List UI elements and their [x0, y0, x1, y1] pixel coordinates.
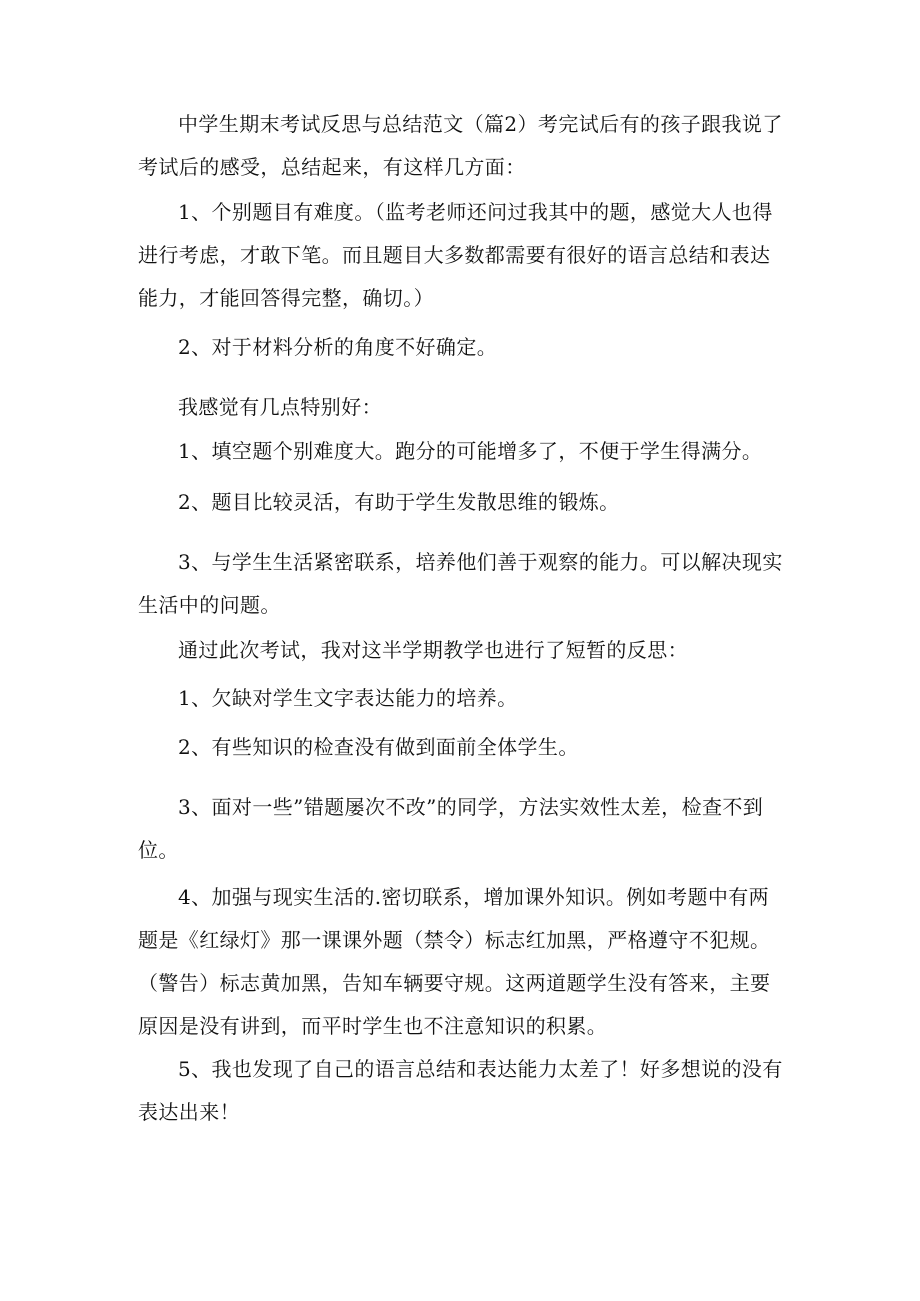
- paragraph-good-points-heading: 我感觉有几点特别好：: [178, 395, 382, 419]
- paragraph-difficulty-item-2: 2、对于材料分析的角度不好确定。: [178, 335, 498, 359]
- paragraph-reflection-heading: 通过此次考试，我对这半学期教学也进行了短暂的反思：: [178, 638, 688, 662]
- paragraph-difficulty-item-1: 1、个别题目有难度。（监考老师还问过我其中的题，感觉大人也得进行考虑，才敢下笔。而且题目大多数都需要有很好的语言总结和表达能力，才能回答得完整，确切。）: [138, 200, 773, 310]
- paragraph-reflection-1: 1、欠缺对学生文字表达能力的培养。: [178, 686, 518, 710]
- paragraph-good-point-3: 3、与学生生活紧密联系，培养他们善于观察的能力。可以解决现实生活中的问题。: [138, 550, 783, 617]
- paragraph-reflection-5: 5、我也发现了自己的语言总结和表达能力太差了！好多想说的没有表达出来！: [138, 1057, 783, 1124]
- paragraph-good-point-2: 2、题目比较灵活，有助于学生发散思维的锻炼。: [178, 490, 620, 514]
- paragraph-reflection-2: 2、有些知识的检查没有做到面前全体学生。: [178, 735, 579, 759]
- paragraph-reflection-4: 4、加强与现实生活的.密切联系，增加课外知识。例如考题中有两题是《红绿灯》那一课课外题（禁令）标志红加黑，严格遵守不犯规。（警告）标志黄加黑，告知车辆要守规。这两道题学生没有答来，主要原因是没有讲到，而平时学生也不注意知识的积累。: [138, 885, 771, 1038]
- paragraph-reflection-3: 3、面对一些”错题屡次不改”的同学，方法实效性太差，检查不到位。: [138, 795, 764, 862]
- paragraph-good-point-1: 1、填空题个别难度大。跑分的可能增多了，不便于学生得满分。: [178, 439, 763, 463]
- paragraph-intro: 中学生期末考试反思与总结范文（篇2）考完试后有的孩子跟我说了考试后的感受，总结起来，有这样几方面：: [138, 112, 783, 179]
